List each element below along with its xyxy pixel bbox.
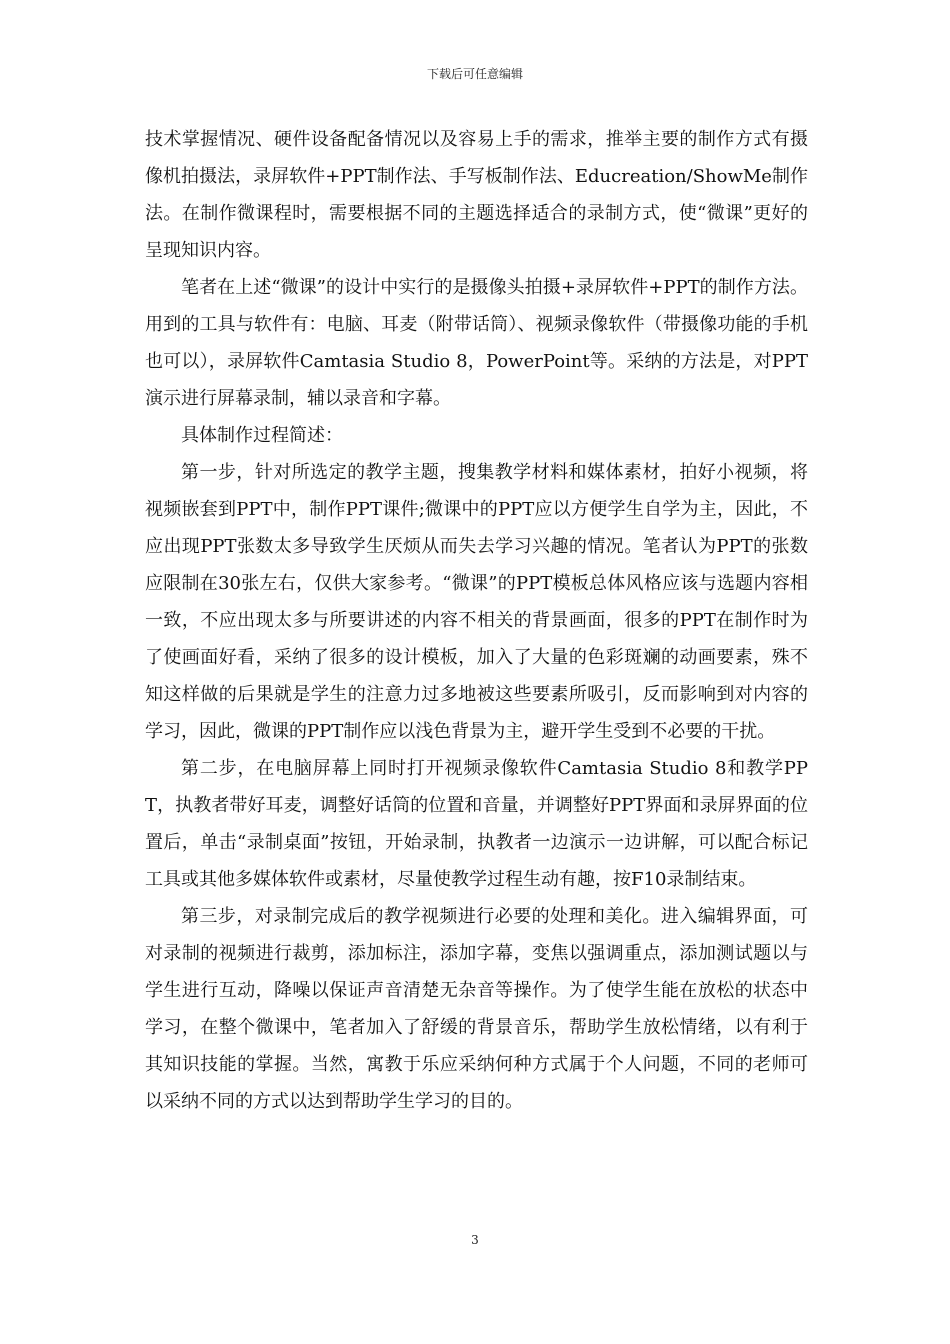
paragraph-step-three: 第三步，对录制完成后的教学视频进行必要的处理和美化。进入编辑界面，可对录制的视频进行裁剪，添加标注，添加字幕，变焦以强调重点，添加测试题以与学生进行互动，降噪以保证声音清楚无杂音等操作。为了使学生能在放松的状态中学习，在整个微课中，笔者加入了舒缓的背景音乐，帮助学生放松情绪，以有利于其知识技能的掌握。当然，寓教于乐应采纳何种方式属于个人问题，不同的老师可以采纳不同的方式以达到帮助学生学习的目的。: [145, 906, 808, 1112]
paragraph-step-one: 第一步，针对所选定的教学主题，搜集教学材料和媒体素材，拍好小视频，将视频嵌套到PPT中，制作PPT课件;微课中的PPT应以方便学生自学为主，因此，不应出现PPT张数太多导致学生厌烦从而失去学习兴趣的情况。笔者认为PPT的张数应限制在30张左右，仅供大家参考。“微课”的PPT模板总体风格应该与选题内容相一致，不应出现太多与所要讲述的内容不相关的背景画面，很多的PPT在制作时为了使画面好看，采纳了很多的设计模板，加入了大量的色彩斑斓的动画要素，殊不知这样做的后果就是学生的注意力过多地被这些要素所吸引，反而影响到对内容的学习，因此，微课的PPT制作应以浅色背景为主，避开学生受到不必要的干扰。: [145, 462, 808, 742]
paragraph-method: 笔者在上述“微课”的设计中实行的是摄像头拍摄+录屏软件+PPT的制作方法。用到的工具与软件有：电脑、耳麦（附带话筒）、视频录像软件（带摄像功能的手机也可以），录屏软件Camtasia Studio 8，PowerPoint等。采纳的方法是，对PPT演示进行屏幕录制，辅以录音和字幕。: [145, 277, 808, 409]
paragraph-step-two: 第二步，在电脑屏幕上同时打开视频录像软件Camtasia Studio 8和教学PPT，执教者带好耳麦，调整好话筒的位置和音量，并调整好PPT界面和录屏界面的位置后，单击“录制桌面”按钮，开始录制，执教者一边演示一边讲解，可以配合标记工具或其他多媒体软件或素材，尽量使教学过程生动有趣，按F10录制结束。: [145, 758, 808, 890]
page-header: 下载后可任意编辑: [426, 67, 523, 81]
paragraph-process-heading: 具体制作过程简述：: [181, 425, 343, 446]
paragraph-continuation: 技术掌握情况、硬件设备配备情况以及容易上手的需求，推举主要的制作方式有摄像机拍摄法，录屏软件+PPT制作法、手写板制作法、Educreation/ShowMe制作法。在制作微课程时，需要根据不同的主题选择适合的录制方式，使“微课”更好的呈现知识内容。: [145, 129, 808, 261]
document-body: [145, 121, 808, 1120]
page-number: 3: [471, 1233, 479, 1247]
